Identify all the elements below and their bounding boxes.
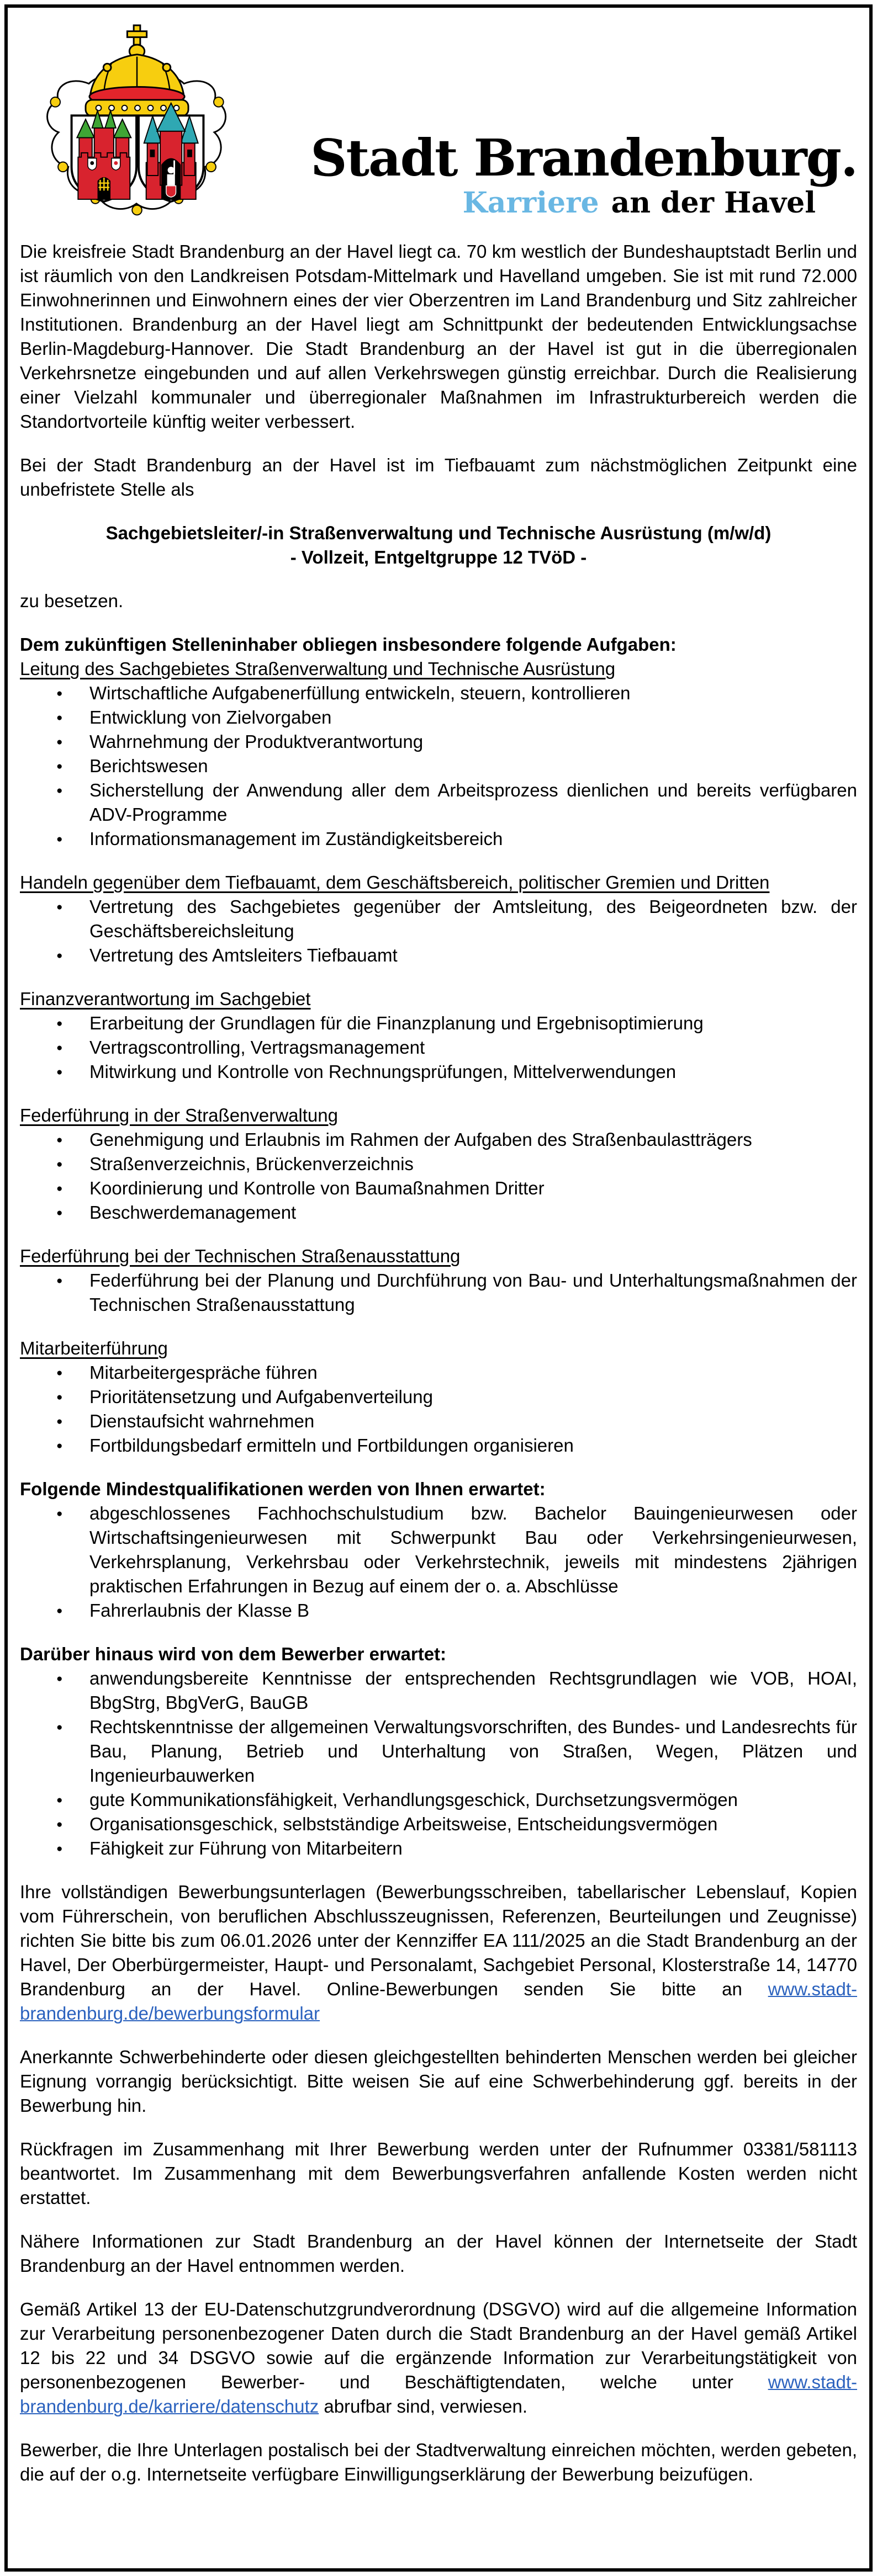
task-list-handeln <box>20 895 857 968</box>
job-posting-document <box>4 4 873 2572</box>
task-item: ● Fortbildungsbedarf ermitteln und Fortbildungen organisieren <box>89 1433 857 1458</box>
tagline <box>247 187 816 219</box>
task-group-title-finanzverantwortung: Finanzverantwortung im Sachgebiet <box>20 989 311 1009</box>
task-group-title-mitarbeiterfuehrung: Mitarbeiterführung <box>20 1338 168 1358</box>
qualification-item: ● abgeschlossenes Fachhochschulstudium bzw. Bachelor Bauingenieurwesen oder Wirtschaftsingenieurwesen mit Schwerpunkt Bau oder Verkehrsingenieurwesen, Verkehrsplanung, Verkehrsbau oder Verkehrstechnik, jeweils mit mindestens 2jährigen praktischen Erfahrungen in Bezug auf einem der o. a. Abschlüsse <box>89 1501 857 1598</box>
task-item: ● Vertragscontrolling, Vertragsmanagement <box>89 1035 857 1060</box>
task-group-title-strassenausstattung: Federführung bei der Technischen Straßenausstattung <box>20 1246 461 1266</box>
bewerbungsformular-link[interactable]: www.stadt-brandenburg.de/bewerbungsformular <box>20 1979 857 2023</box>
more-info-paragraph: Nähere Informationen zur Stadt Brandenburg an der Havel können der Internetseite der Stadt Brandenburg an der Havel entnommen werden. <box>20 2231 857 2276</box>
expectation-item: ● Rechtskenntnisse der allgemeinen Verwaltungsvorschriften, des Bundes- und Landesrechts für Bau, Planung, Betrieb und Unterhaltung von Straßen, Wegen, Plätzen und Ingenieurbauwerken <box>89 1715 857 1788</box>
privacy-text-after: abrufbar sind, verwiesen. <box>319 2396 528 2416</box>
vacancy-intro-paragraph: Bei der Stadt Brandenburg an der Havel ist im Tiefbauamt zum nächstmöglichen Zeitpunkt eine unbefristete Stelle als <box>20 455 857 500</box>
task-list-strassenverwaltung <box>20 1128 857 1225</box>
task-item: ● Vertretung des Amtsleiters Tiefbauamt <box>89 943 857 968</box>
job-title <box>20 521 857 570</box>
privacy-paragraph <box>20 2297 857 2419</box>
task-item: ● Koordinierung und Kontrolle von Baumaßnahmen Dritter <box>89 1176 857 1201</box>
task-item: ● Informationsmanagement im Zuständigkeitsbereich <box>89 827 857 851</box>
task-list-mitarbeiterfuehrung <box>20 1361 857 1458</box>
task-item: ● Vertretung des Sachgebietes gegenüber der Amtsleitung, des Beigeordneten bzw. der Geschäftsbereichsleitung <box>89 895 857 943</box>
left-shield-castle <box>72 111 136 201</box>
expectation-item: ● Fähigkeit zur Führung von Mitarbeitern <box>89 1836 857 1861</box>
tasks-heading: Dem zukünftigen Stelleninhaber obliegen insbesondere folgende Aufgaben: <box>20 634 677 655</box>
right-shield-cathedral <box>139 103 203 201</box>
task-item: ● Wirtschaftliche Aufgabenerfüllung entwickeln, steuern, kontrollieren <box>89 681 857 705</box>
header <box>20 21 857 226</box>
tagline-karriere: Karriere <box>462 185 599 220</box>
task-list-strassenausstattung <box>20 1268 857 1317</box>
vacancy-outro: zu besetzen. <box>20 591 124 611</box>
expectation-item: ● Organisationsgeschick, selbstständige Arbeitsweise, Entscheidungsvermögen <box>89 1812 857 1836</box>
stadt-brandenburg-coat-of-arms <box>28 21 247 226</box>
task-item: ● Entwicklung von Zielvorgaben <box>89 705 857 730</box>
task-item: ● Berichtswesen <box>89 754 857 778</box>
task-item: ● Wahrnehmung der Produktverantwortung <box>89 730 857 754</box>
privacy-text-before: Gemäß Artikel 13 der EU-Datenschutzgrundverordnung (DSGVO) wird auf die allgemeine Information zur Verarbeitung personenbezogener Daten durch die Stadt Brandenburg an der Havel gemäß Artikel 12 bis 22 und 34 DSGVO sowie auf die ergänzende Information zur Verarbeitungstätigkeit von personenbezogenen Bewerber- und Beschäftigtendaten, welche unter <box>20 2299 857 2392</box>
task-item: ● Prioritätensetzung und Aufgabenverteilung <box>89 1385 857 1409</box>
job-title-line1: Sachgebietsleiter/-in Straßenverwaltung und Technische Ausrüstung (m/w/d) <box>105 523 772 543</box>
qualifications-heading: Folgende Mindestqualifikationen werden von Ihnen erwartet: <box>20 1479 546 1499</box>
task-list-finanzverantwortung <box>20 1011 857 1084</box>
wordmark-block <box>247 128 857 226</box>
qualification-item: ● Fahrerlaubnis der Klasse B <box>89 1598 857 1623</box>
contact-paragraph: Rückfragen im Zusammenhang mit Ihrer Bewerbung werden unter der Rufnummer 03381/581113 beantwortet. Im Zusammenhang mit dem Bewerbungsverfahren anfallende Kosten werden nicht erstattet. <box>20 2139 857 2208</box>
application-text: Ihre vollständigen Bewerbungsunterlagen (Bewerbungsschreiben, tabellarischer Lebenslauf, Kopien vom Führerschein, von beruflichen Abschlusszeugnissen, Referenzen, Beurteilungen und Zeugnisse) richten Sie bitte bis zum 06.01.2026 unter der Kennziffer EA 111/2025 an die Stadt Brandenburg an der Havel, Der Oberbürgermeister, Haupt- und Personalamt, Sachgebiet Personal, Klosterstraße 14, 14770 Brandenburg an der Havel. Online-Bewerbungen senden Sie bitte an <box>20 1882 857 1999</box>
wordmark: Stadt Brandenburg. <box>310 128 857 188</box>
crown <box>86 25 188 116</box>
equal-opportunity-paragraph: Anerkannte Schwerbehinderte oder diesen gleichgestellten behinderten Menschen werden bei gleicher Eignung vorrangig berücksichtigt. Bitte weisen Sie auf eine Schwerbehinderung ggf. bereits in der Bewerbung hin. <box>20 2047 857 2116</box>
task-item: ● Genehmigung und Erlaubnis im Rahmen der Aufgaben des Straßenbaulastträgers <box>89 1128 857 1152</box>
expectation-item: ● anwendungsbereite Kenntnisse der entsprechenden Rechtsgrundlagen wie VOB, HOAI, BbgStrg, BbgVerG, BauGB <box>89 1666 857 1715</box>
task-group-title-leitung: Leitung des Sachgebietes Straßenverwaltung und Technische Ausrüstung <box>20 658 616 679</box>
expectations-heading: Darüber hinaus wird von dem Bewerber erwartet: <box>20 1644 447 1664</box>
postal-note-paragraph: Bewerber, die Ihre Unterlagen postalisch bei der Stadtverwaltung einreichen möchten, werden gebeten, die auf der o.g. Internetseite verfügbare Einwilligungserklärung der Bewerbung beizufügen. <box>20 2440 857 2484</box>
task-group-title-handeln: Handeln gegenüber dem Tiefbauamt, dem Geschäftsbereich, politischer Gremien und Dritten <box>20 872 770 893</box>
intro-paragraph: Die kreisfreie Stadt Brandenburg an der Havel liegt ca. 70 km westlich der Bundeshauptstadt Berlin und ist räumlich von den Landkreisen Potsdam-Mittelmark und Havelland umgeben. Sie ist mit rund 72.000 Einwohnerinnen und Einwohnern eines der vier Oberzentren im Land Brandenburg und Sitz zahlreicher Institutionen. Brandenburg an der Havel liegt am Schnittpunkt der bedeutenden Entwicklungsachse Berlin-Magdeburg-Hannover. Die Stadt Brandenburg an der Havel ist gut in die überregionalen Verkehrsnetze eingebunden und auf allen Verkehrswegen günstig erreichbar. Durch die Realisierung einer Vielzahl kommunaler und überregionaler Maßnahmen im Infrastrukturbereich werden die Standortvorteile künftig weiter verbessert. <box>20 241 857 432</box>
task-item: ● Mitarbeitergespräche führen <box>89 1361 857 1385</box>
qualifications-list <box>20 1501 857 1623</box>
task-item: ● Straßenverzeichnis, Brückenverzeichnis <box>89 1152 857 1176</box>
expectations-list <box>20 1666 857 1861</box>
task-item: ● Mitwirkung und Kontrolle von Rechnungsprüfungen, Mittelverwendungen <box>89 1060 857 1084</box>
task-list-leitung <box>20 681 857 851</box>
task-item: ● Beschwerdemanagement <box>89 1201 857 1225</box>
task-group-title-strassenverwaltung: Federführung in der Straßenverwaltung <box>20 1105 338 1125</box>
tagline-rest: an der Havel <box>611 185 816 220</box>
task-item: ● Erarbeitung der Grundlagen für die Finanzplanung und Ergebnisoptimierung <box>89 1011 857 1035</box>
job-title-line2: - Vollzeit, Entgeltgruppe 12 TVöD - <box>290 547 587 567</box>
task-item: ● Sicherstellung der Anwendung aller dem Arbeitsprozess dienlichen und bereits verfügbaren ADV-Programme <box>89 778 857 827</box>
datenschutz-link[interactable]: www.stadt-brandenburg.de/karriere/datenschutz <box>20 2372 857 2416</box>
task-item: ● Federführung bei der Planung und Durchführung von Bau- und Unterhaltungsmaßnahmen der Technischen Straßenausstattung <box>89 1268 857 1317</box>
expectation-item: ● gute Kommunikationsfähigkeit, Verhandlungsgeschick, Durchsetzungsvermögen <box>89 1788 857 1812</box>
application-paragraph <box>20 1880 857 2026</box>
task-item: ● Dienstaufsicht wahrnehmen <box>89 1409 857 1433</box>
